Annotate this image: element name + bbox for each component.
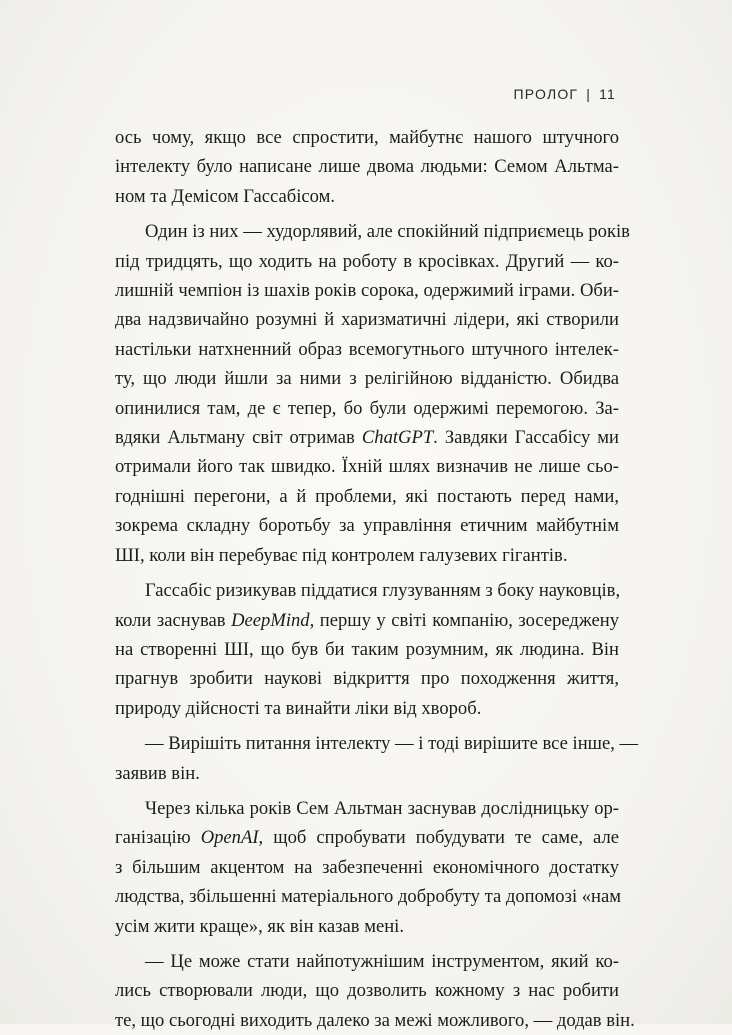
text-line: Гассабіс ризикував піддатися глузуванням з боку науковців, [145, 580, 621, 602]
text-line: отримали його так швидко. Їхній шлях визначив не лише сьо- [115, 456, 619, 478]
text-line: — Вирішіть питання інтелекту — і тоді вирішите все інше, — [145, 733, 639, 755]
text-line: людства, збільшенні матеріального добробуту та допомозі «нам [115, 886, 622, 908]
text-line: ном та Демісом Гассабісом. [115, 185, 336, 207]
text-line: усім жити краще», як він казав мені. [115, 915, 404, 937]
text-line: лись створювали люди, що дозволить кожному з нас робити [115, 980, 619, 1002]
paragraph-3 [115, 576, 619, 723]
text-line: лишній чемпіон із шахів років сорока, одержимий іграми. Оби- [115, 280, 619, 302]
text-line: інтелекту було написане лише двома людьми: Семом Альтма- [115, 156, 619, 178]
text-line: прагнув зробити наукові відкриття про походження життя, [115, 668, 619, 690]
text-line: з більшим акцентом на забезпеченні економічного достатку [115, 856, 619, 878]
header-separator: | [586, 86, 592, 102]
text-line: під тридцять, що ходить на роботу в кросівках. Другий — ко- [115, 250, 619, 272]
text-line: настільки натхненний образ всемогутнього штучного інтелек- [115, 338, 619, 360]
text-line: опинилися там, де є тепер, бо були одержимі перемогою. За- [115, 397, 619, 419]
text-line-openai: ганізацію OpenAI, щоб спробувати побудувати те саме, але [115, 827, 620, 849]
italic-term: OpenAI [200, 827, 259, 849]
italic-term: ChatGPT [361, 427, 434, 449]
text-line: годнішні перегони, а й проблеми, які постають перед нами, [115, 485, 619, 507]
text-line: — Це може стати найпотужнішим інструментом, який ко- [145, 950, 619, 972]
page-number: 11 [599, 86, 616, 102]
text-line-deepmind: коли заснував DeepMind, першу у світі компанію, зосереджену [115, 609, 619, 631]
text-line: Один із них — худорлявий, але спокійний підприємець років [145, 221, 630, 243]
text-line-chatgpt: вдяки Альтману світ отримав ChatGPT. Завдяки Гассабісу ми [115, 427, 619, 449]
text-line: зокрема складну боротьбу за управління етичним майбутнім [115, 515, 619, 537]
text-line: Через кілька років Сем Альтман заснував дослідницьку ор- [145, 797, 619, 819]
text-line: ось чому, якщо все спростити, майбутнє нашого штучного [115, 127, 619, 148]
paragraph-2 [115, 217, 630, 570]
paragraph-6 [115, 947, 635, 1035]
text-line: заявив він. [115, 762, 200, 784]
text-line: природу дійсності та винайти ліки від хвороб. [115, 697, 482, 719]
text-line: на створенні ШІ, що був би таким розумним, як людина. Він [115, 638, 619, 660]
italic-term: DeepMind [231, 609, 310, 631]
body-text [115, 123, 639, 1035]
paragraph-5 [115, 794, 622, 941]
text-line: ШІ, коли він перебуває під контролем галузевих гігантів. [115, 544, 568, 566]
paragraph-1 [115, 123, 619, 211]
text-line: ту, що люди йшли за ними з релігійною відданістю. Обидва [115, 368, 619, 390]
text-line: два надзвичайно розумні й харизматичні лідери, які створили [115, 309, 619, 331]
running-head [514, 86, 616, 102]
text-line: те, що сьогодні виходить далеко за межі можливого, — додав він. [115, 1009, 635, 1031]
paragraph-4 [115, 729, 639, 788]
section-title: ПРОЛОГ [513, 86, 579, 102]
